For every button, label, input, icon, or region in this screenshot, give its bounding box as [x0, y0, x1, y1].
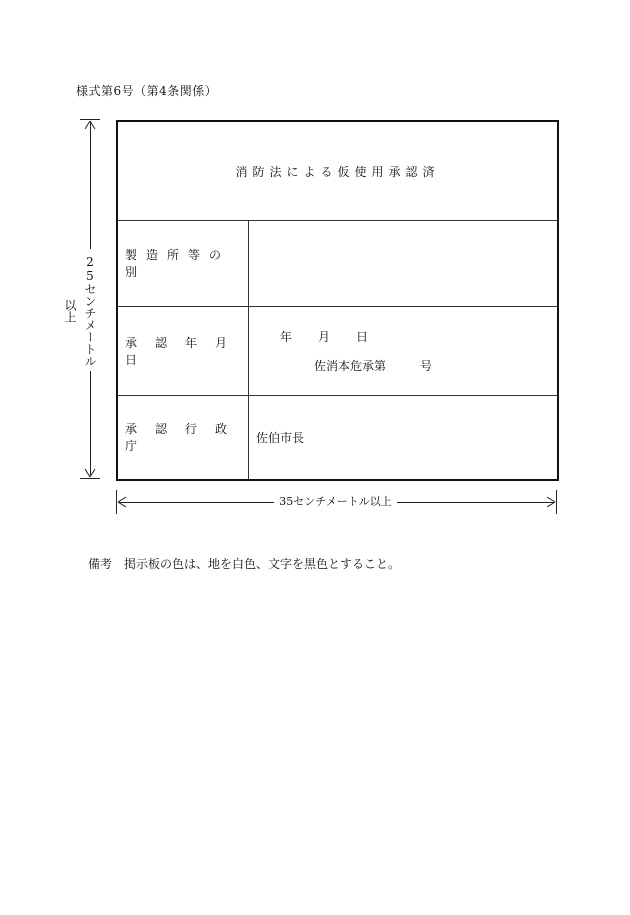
approval-number-prefix: 佐消本危承第	[314, 359, 387, 373]
width-dimension-line-left	[118, 502, 274, 503]
remark-text: 掲示板の色は、地を白色、文字を黒色とすること。	[124, 557, 401, 571]
row-approving-authority	[118, 395, 557, 479]
approval-date-line	[280, 328, 394, 345]
remark-label: 備考	[88, 557, 113, 571]
date-day-label: 日	[356, 330, 369, 344]
width-dimension-left-tick	[116, 490, 117, 514]
row-approval-date-label: 承認年月日	[118, 306, 249, 395]
row-approving-authority-value: 佐伯市長	[256, 430, 305, 445]
approval-sign-board	[116, 120, 559, 481]
width-dimension-line-right	[397, 502, 554, 503]
width-dimension-label: 35センチメートル以上	[279, 495, 392, 508]
remark	[88, 555, 400, 572]
sign-title: 消防法による仮使用承認済	[118, 122, 557, 221]
approval-number-line	[314, 357, 432, 374]
height-dimension-top-tick	[80, 119, 100, 120]
height-dimension-bottom-tick	[80, 478, 100, 479]
row-approval-date	[118, 306, 557, 396]
approval-number-suffix: 号	[420, 359, 433, 373]
form-number-label: 様式第6号（第4条関係）	[76, 84, 218, 98]
arrow-right-icon	[547, 496, 555, 508]
date-month-label: 月	[318, 330, 331, 344]
row-facility-type-value	[250, 220, 557, 306]
row-approval-date-value	[250, 306, 557, 395]
date-year-label: 年	[280, 330, 293, 344]
height-dimension-line-lower	[90, 371, 91, 475]
width-dimension-right-tick	[556, 490, 557, 514]
width-dimension	[116, 490, 557, 514]
height-dimension-line-upper	[90, 121, 91, 249]
height-dimension	[63, 119, 100, 479]
row-facility-type-label: 製造所等の別	[118, 220, 249, 306]
arrow-down-icon	[84, 469, 96, 477]
row-approving-authority-label: 承認行政庁	[118, 395, 249, 479]
height-dimension-label: 25センチメートル以上	[63, 255, 97, 367]
row-facility-type	[118, 220, 557, 307]
